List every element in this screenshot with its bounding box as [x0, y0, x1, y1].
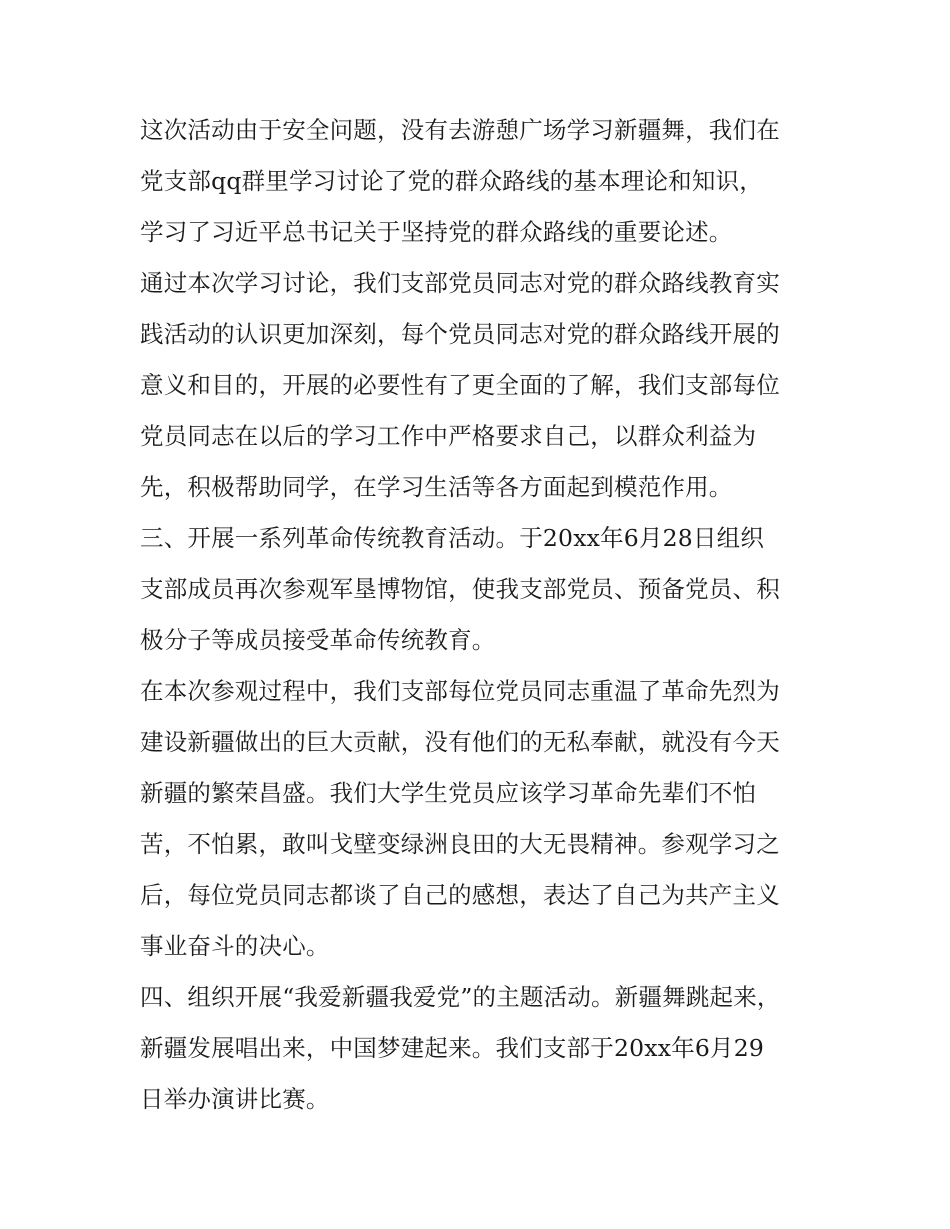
text-line: 新疆的繁荣昌盛。我们大学生党员应该学习革命先辈们不怕: [140, 779, 757, 807]
text-line: 在本次参观过程中，我们支部每位党员同志重温了革命先烈为: [140, 677, 780, 705]
text-line: 党员同志在以后的学习工作中严格要求自己，以群众利益为: [140, 422, 757, 450]
text-line: 极分子等成员接受革命传统教育。: [140, 626, 496, 654]
text-line: 事业奋斗的决心。: [140, 932, 330, 960]
text-line: 这次活动由于安全问题，没有去游憩广场学习新疆舞，我们在: [140, 116, 780, 144]
text-line: 后，每位党员同志都谈了自己的感想，表达了自己为共产主义: [140, 881, 780, 909]
text-line: 先，积极帮助同学，在学习生活等各方面起到模范作用。: [140, 473, 733, 501]
text-line: 四、组织开展“我爱新疆我爱党”的主题活动。新疆舞跳起来，: [140, 983, 781, 1011]
text-line: 新疆发展唱出来，中国梦建起来。我们支部于20xx年6月29: [140, 1034, 765, 1062]
document-body: [140, 105, 820, 1125]
text-line: 三、开展一系列革命传统教育活动。于20xx年6月28日组织: [140, 524, 765, 552]
text-line: 通过本次学习讨论，我们支部党员同志对党的群众路线教育实: [140, 269, 780, 297]
text-line: 意义和目的，开展的必要性有了更全面的了解，我们支部每位: [140, 371, 780, 399]
text-line: 践活动的认识更加深刻，每个党员同志对党的群众路线开展的: [140, 320, 780, 348]
text-line: 支部成员再次参观军垦博物馆，使我支部党员、预备党员、积: [140, 575, 780, 603]
text-line: 日举办演讲比赛。: [140, 1085, 330, 1113]
text-line: 学习了习近平总书记关于坚持党的群众路线的重要论述。: [140, 218, 733, 246]
text-line: 建设新疆做出的巨大贡献，没有他们的无私奉献，就没有今天: [140, 728, 780, 756]
text-line: 党支部qq群里学习讨论了党的群众路线的基本理论和知识，: [140, 167, 763, 195]
text-line: 苦，不怕累，敢叫戈壁变绿洲良田的大无畏精神。参观学习之: [140, 830, 780, 858]
